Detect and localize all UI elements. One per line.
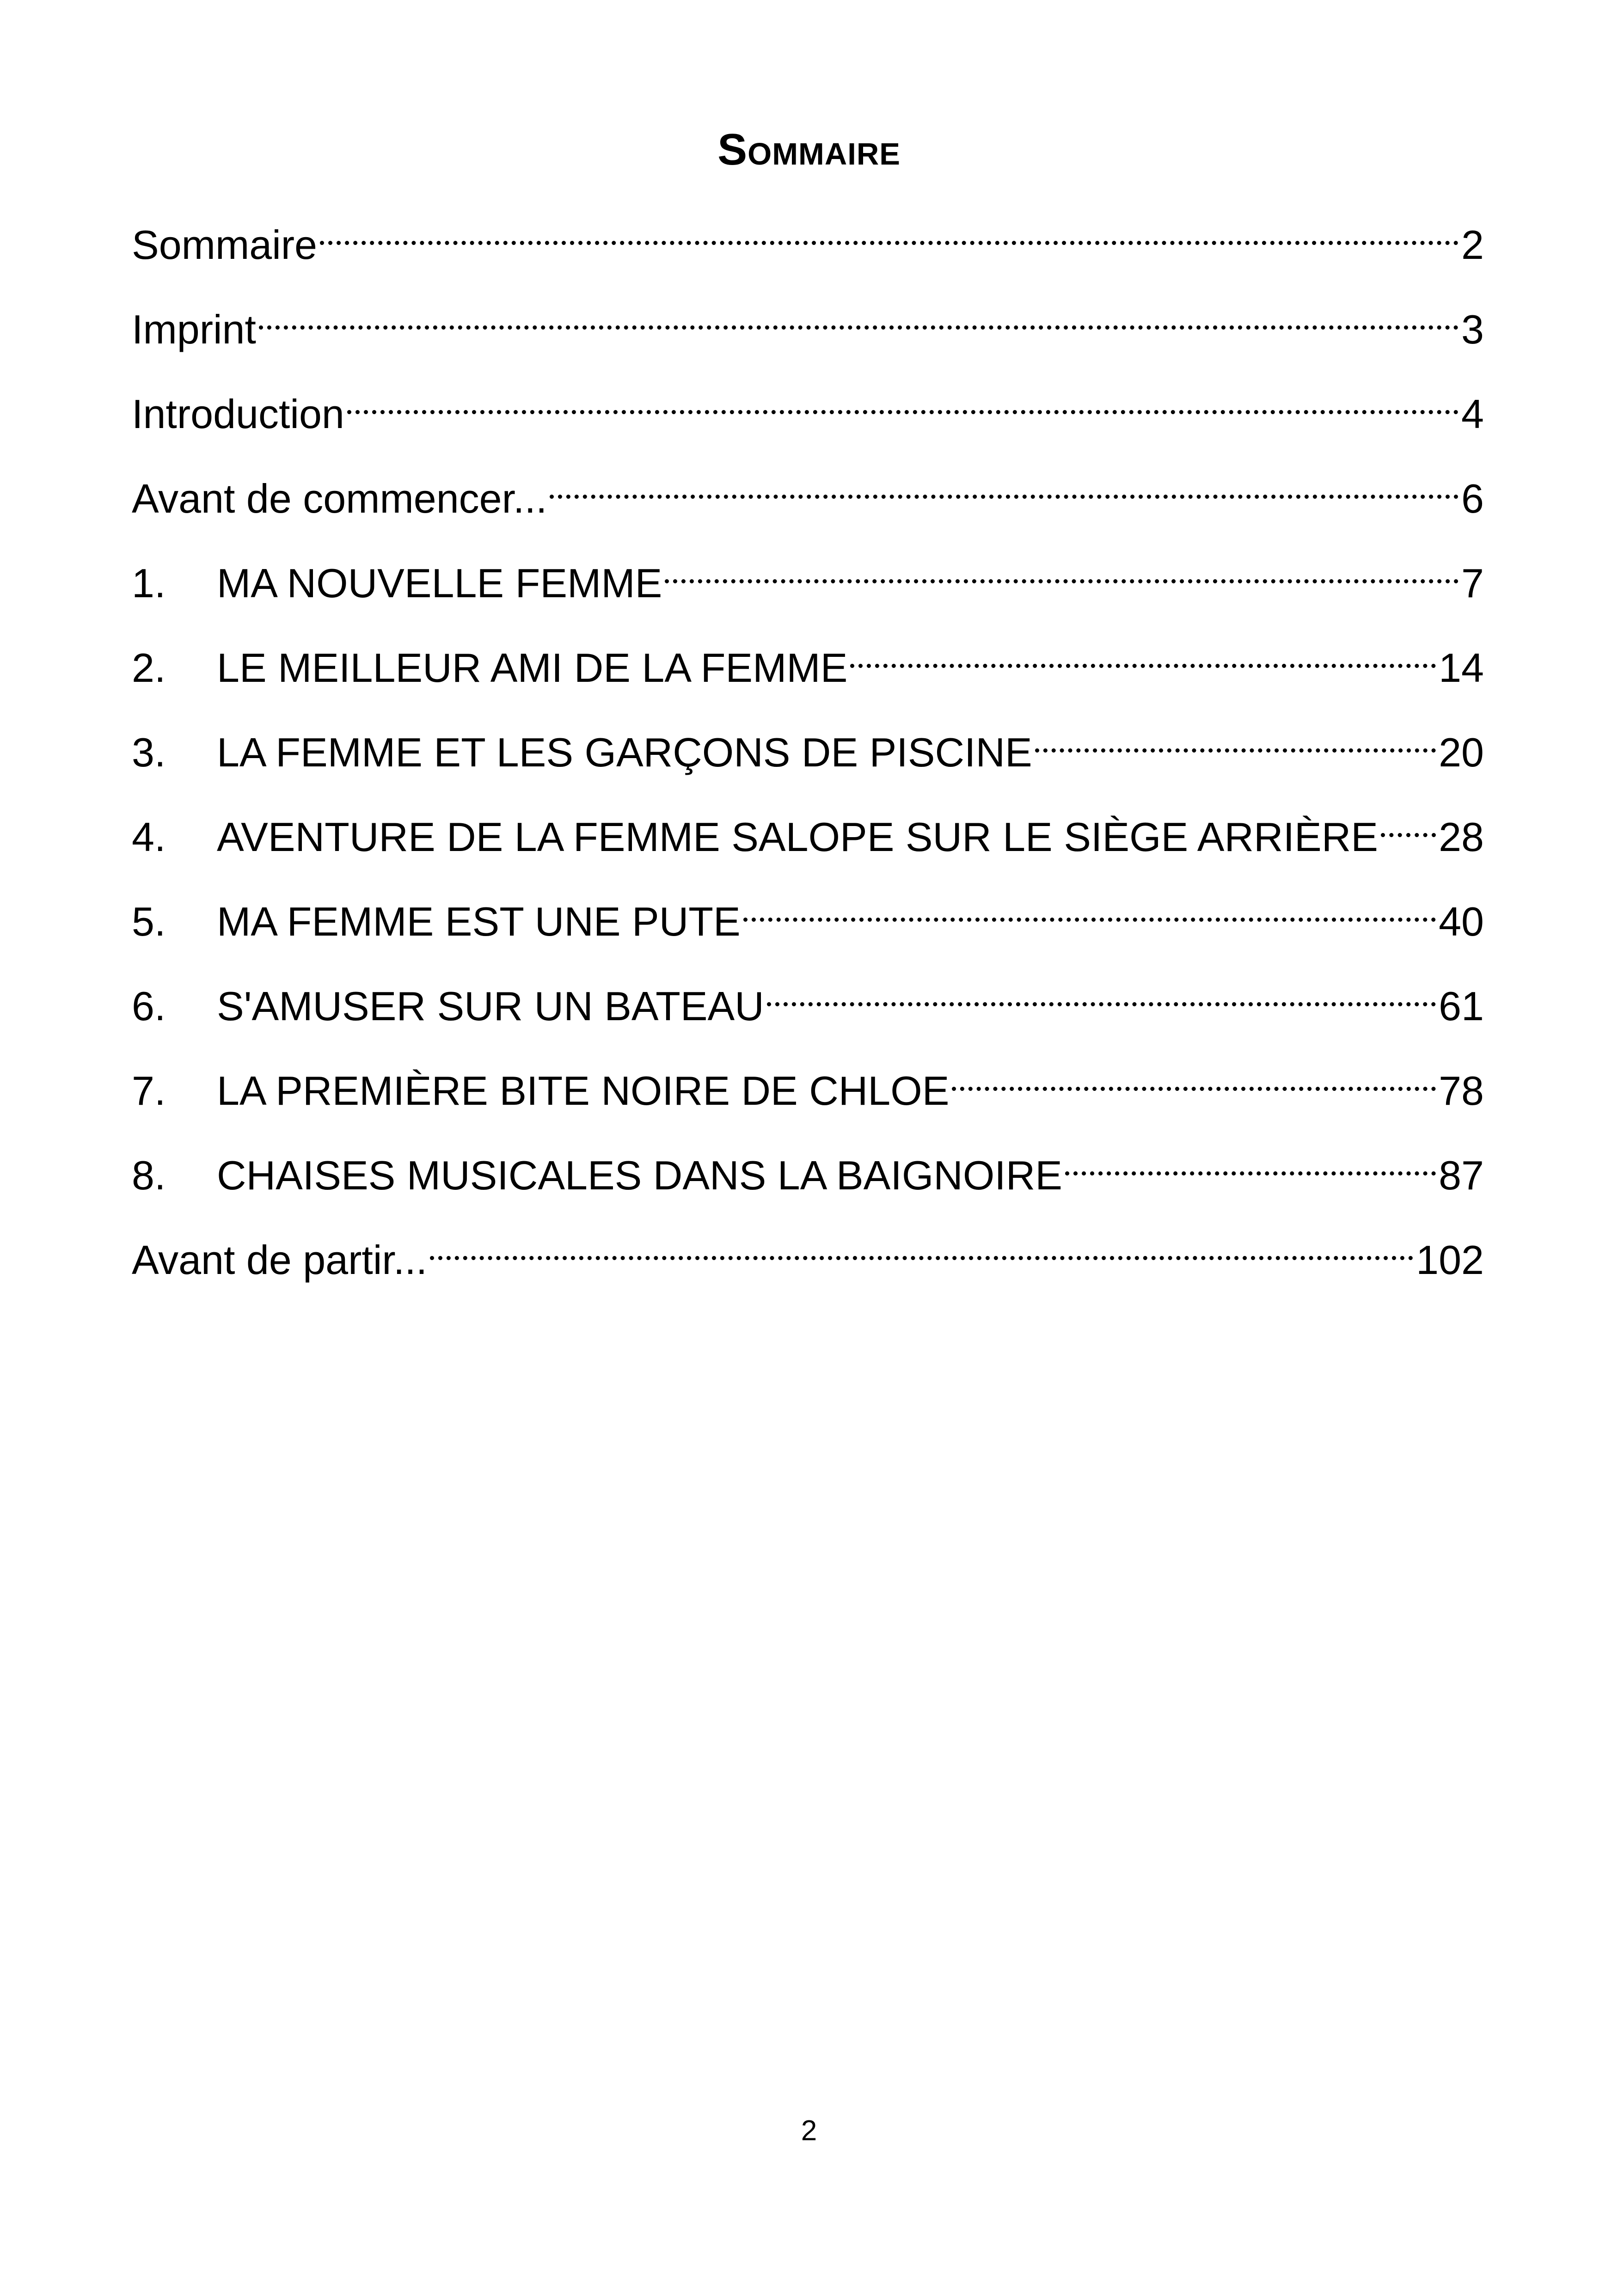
toc-entry-page: 14 [1439,645,1484,691]
toc-entry[interactable] [132,283,1484,368]
toc-entry[interactable] [132,1214,1484,1298]
toc-dot-leader [550,453,1459,513]
toc-entry-label: LA PREMIÈRE BITE NOIRE DE CHLOE [217,1068,950,1114]
toc-dot-leader [767,960,1436,1020]
toc-entry-page: 3 [1461,306,1484,352]
toc-dot-leader [1065,1129,1436,1189]
toc-entry[interactable] [132,453,1484,537]
toc-entry-label: MA NOUVELLE FEMME [217,560,662,606]
toc-entry[interactable] [132,876,1484,960]
toc-dot-leader [952,1045,1436,1105]
toc-dot-leader [850,622,1436,682]
toc-dot-leader [743,876,1436,936]
toc-entry-label: MA FEMME EST UNE PUTE [217,899,741,944]
toc-entry-label: Sommaire [132,222,317,268]
toc-entry[interactable] [132,199,1484,283]
toc-entry-page: 61 [1439,983,1484,1029]
toc-entry-number: 2. [132,645,166,691]
toc-entry-label: Imprint [132,306,256,352]
toc-dot-leader [347,368,1459,428]
toc-entry-page: 102 [1416,1237,1484,1283]
toc-entry[interactable] [132,368,1484,453]
toc-entry-label: LE MEILLEUR AMI DE LA FEMME [217,645,848,691]
toc-entry-label: AVENTURE DE LA FEMME SALOPE SUR LE SIÈGE ARRIÈRE [217,814,1378,860]
toc-entry[interactable] [132,791,1484,876]
toc-entry-number: 1. [132,560,166,606]
toc-entry-number: 7. [132,1068,166,1114]
toc-entry-page: 78 [1439,1068,1484,1114]
toc-entry-page: 6 [1461,476,1484,521]
toc-entry[interactable] [132,1045,1484,1129]
toc-entry-label: CHAISES MUSICALES DANS LA BAIGNOIRE [217,1152,1062,1198]
toc-entry-label: Introduction [132,391,344,437]
toc-entry[interactable] [132,622,1484,706]
toc-dot-leader [259,283,1459,343]
toc-dot-leader [1381,791,1436,851]
toc-entry-page: 28 [1439,814,1484,860]
toc-dot-leader [1035,706,1436,766]
toc-entry-number: 6. [132,983,166,1029]
toc-entry-number: 5. [132,899,166,944]
toc-entry-label: S'AMUSER SUR UN BATEAU [217,983,764,1029]
toc-entry-page: 4 [1461,391,1484,437]
toc-entry-page: 87 [1439,1152,1484,1198]
toc-entry-number: 3. [132,729,166,775]
toc-entry[interactable] [132,537,1484,622]
toc-entry-number: 8. [132,1152,166,1198]
page-title: Sommaire [717,125,901,175]
toc-entry-page: 40 [1439,899,1484,944]
toc-entry-page: 20 [1439,729,1484,775]
page-number: 2 [801,2115,817,2147]
toc-entry-number: 4. [132,814,166,860]
toc-entry-label: LA FEMME ET LES GARÇONS DE PISCINE [217,729,1032,775]
toc-entry[interactable] [132,706,1484,791]
table-of-contents [132,199,1484,1298]
toc-dot-leader [665,537,1459,597]
toc-dot-leader [320,199,1459,259]
toc-dot-leader [430,1214,1413,1274]
toc-entry-label: Avant de partir... [132,1237,428,1283]
toc-entry-label: Avant de commencer... [132,476,547,521]
toc-entry[interactable] [132,960,1484,1045]
toc-entry-page: 2 [1461,222,1484,268]
toc-entry-page: 7 [1461,560,1484,606]
toc-entry[interactable] [132,1129,1484,1214]
